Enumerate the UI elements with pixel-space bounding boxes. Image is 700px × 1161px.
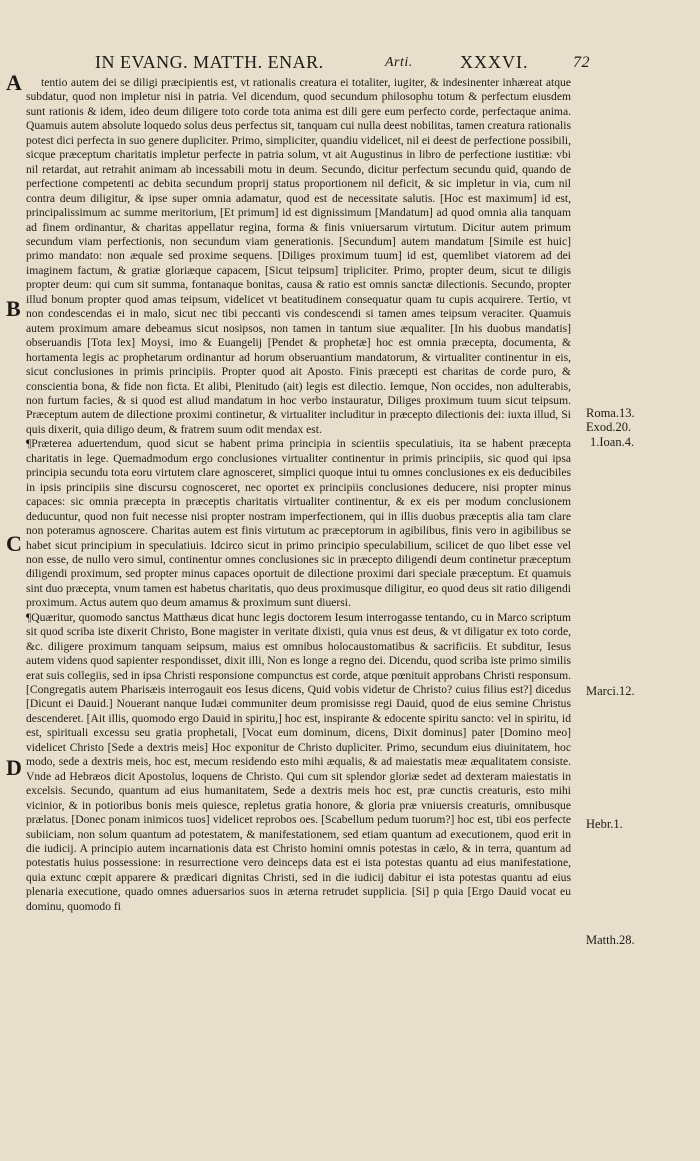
paragraph-1: tentio autem dei se diligi præcipientis est, vt rationalis creatura ei totaliter, iugiter, & indesinenter inhæreat atque subdatur, quod non impletur nisi in patria. Vel dicendum, quod secundum philosophu totum & perfectum eiusdem sunt rationis & idem, ideo deum diligere toto corde tota anima est dili gere eum perfecto corde, perfectaque anima. Quamuis autem absolute loquedo solus deus perfectus sit, tanquam cui nulla deest nobilitas, tamen creatura rationalis potest dici perfecta in suo genere dupliciter. Primo, simpliciter, quandiu videlicet, nil ei deest de perfectione possibili, sicque præceptum charitatis impletur perfecte in patria solum, vt ait Augustinus in libro de perfectione iustitiæ: vbi nil retardat, aut retrahit animam ab incessabili motu in deum. Secundo, dicitur perfectum secundu quid, quando de perfectione competenti ac debita secundum proprij status proportionem nil deficit, & sic impletur in via, cum nil contra deum diligitur, & ipse super omnia adamatur, quod est de necessitate salutis. [Hoc est maximum] id est, principalissimum ac summe meritorium, [Et primum] id est dignissimum [Mandatum] ad quod omnia alia tanquam ad finem ordinantur, & charitas appellatur regina, forma & finis vniuersarum virtutum. Dicitur autem primum secundum viam perfectionis, non secundum viam generationis. [Secundum] autem mandatum [Simile est huic] primo mandato: non æquale sed proxime sequens. [Diliges proximum tuum] id est, quemlibet viatorem ad dei imaginem factum, & gratiæ gloriæque capacem, [Sicut teipsum] tripliciter. Primo, propter deum, sicut te diligis propter deum: qui cum sit summa, fontanaque bonitas, causa & ratio est omnis sanctæ dilectionis. Secundo, propter illud bonum propter quod amas teipsum, videlicet vt beatitudinem consequatur quam tu cupis acquirere. Tertio, vt non condescendas ei in malo, sicut nec tibi peccanti vis condescendi si tamen ames teipsum veraciter. Quamuis autem proximum amare debeamus sicut nosipsos, non tamen in tantum siue æqualiter. [In his duobus mandatis] obseruandis [Tota lex] Moysi, imo & Euangelij [Pendet & prophetæ] hoc est omnia præcepta, documenta, & hortamenta legis ac prophetarum ordinantur ad horum obseruantium mandatorum, & virtualiter continentur in eis, sicut conclusiones in primis principiis. Propter quod ait Aposto. Finis præcepti est charitas de corde puro, & conscientia bona, & fide non ficta. Et alibi, Plenitudo (ait) legis est dilectio. Iemque, Non occides, non adulterabis, non furtum facies, & si quod est aliud mandatum in hoc verbo instauratur, Diliges proximum tuum sicut teipsum. Præceptum autem de dilectione proximi continetur, & virtualiter includitur in præcepto dilectionis dei: iuxta illud, Si quis dixerit, quia diligo deum, & fratrem suum odit mendax est. <box>26 76 571 436</box>
margin-ref-matth: Matth.28. <box>586 933 635 947</box>
margin-ref-exod: Exod.20. <box>586 420 632 434</box>
section-marker-a: A <box>6 70 22 95</box>
margin-ref-roma: Roma.13. <box>586 406 635 420</box>
section-marker-c: C <box>6 531 22 556</box>
section-marker-b: B <box>6 296 21 321</box>
section-label: Arti. <box>385 55 413 70</box>
paragraph-3: ¶Quæritur, quomodo sanctus Matthæus dicat hunc legis doctorem Iesum interrogasse tentando, cu in Marco scriptum sit quod scriba iste dixerit Christo, Bone magister in veritate dixisti, quia vnus est deus, & vt diligatur ex toto corde, &c. diligere proximum tanquam seipsum, maius est omnibus holocaustomatibus & sacrificiis. Et subditur, Iesus autem videns quod sapienter respondisset, dixit illi, Non es longe a regno dei. Dicendu, quod scriba iste primo similis erat suis collegiis, sed in ipsa Christi responsione compunctus est corde, atque pœnituit approbans Christi responsum. [Congregatis autem Pharisæis interrogauit eos Iesus dicens, Quid vobis videtur de Christo? cuius filius est?] dicedus [Dicunt ei Dauid.] Nouerant nanque Iudæi communiter deum promisisse regi Dauid, quod de eius semine Christus descenderet. [Ait illis, quomodo ergo Dauid in spiritu,] hoc est, inspirante & edocente spiritu sancto: vel in spiritu, id est, spirituali excessu seu gratia prophetali, [Vocat eum dominum, dicens, Dixit dominus] pater [Domino meo] videlicet Christo [Sede a dextris meis] Hoc exponitur de Christo dupliciter. Primo, secundum eius diuinitatem, hoc modo, sede a dextris meis, hoc est, mecum residendo esto mihi æqualis, & ad maiestatis meæ æqualitatem consiste. Vnde ad Hebræos dicit Apostolus, loquens de Christo. Qui cum sit splendor gloriæ sedet ad dexteram maiestatis in excelsis. Secundo, quantum ad eius humanitatem, Sede a dextris meis hoc est, præ cunctis creaturis, esto mihi vicinior, & in potioribus bonis meis quiesce, repletus gratia honore, & gloria præ vniuersis creaturis, omnibusque prælatus. [Donec ponam inimicos tuos] videlicet reprobos oes. [Scabellum pedum tuorum?] hoc est, tibi eos perfecte subiiciam, non solum quantum ad potestatem, & manifestationem, sed etiam quantum ad executionem, quod erit in die iudicij. A principio autem incarnationis data est Christo homini omnis potestas in cælo, & in terra, quantum ad potestatis huius possessione: in resurrectione vero deinceps data est ei ista potestas quantu ad eius manifestatione, quia extunc cœpit apparere & prædicari dignitas Christi, sed in die iudicij dabitur ei ista potestas quantu ad eius plenaria executione, quado omnes aduersarios suos in æterna retrudet supplicia. [Si] p quia [Ergo Dauid vocat eu dominu, quomodo fi <box>26 610 571 913</box>
section-marker-d: D <box>6 755 22 780</box>
margin-ref-marci: Marci.12. <box>586 684 635 698</box>
page-number: 72 <box>573 54 590 71</box>
running-title: IN EVANG. MATTH. ENAR. <box>95 52 324 72</box>
paragraph-2: ¶Præterea aduertendum, quod sicut se habent prima principia in scientiis speculatiuis, ita se habent præcepta charitatis in lege. Quemadmodum ergo conclusiones virtualiter continentur in primis principiis, sic quod qui ipsa principia secundu tota eoru virtutem clare agnosceret, simplici quoque intui tu omnes conclusiones ex eis deducibiles in ipsis principiis sine discursu cognosceret, nec oportet ex principiis conclusiones deducere, nisi propter minus capaces: sic omnia præcepta in præceptis charitatis virtualiter continentur, & ex eis per modum conclusionem deducuntur, quod non fuit necesse nisi propter nostram imperfectionem, qui in illis duobus præceptis alia tam clare non poteramus agnoscere. Charitas autem est finis virtutum ac præceptorum in agibilibus, finis vero in agibilibus se habet sicut principium in speculatiuis. Idcirco sicut in primo principio speculabilium, scilicet de quo libet esse vel non esse, de nullo vero simul, continentur omnes conclusiones sic in præcepto diligendi deum continetur præceptum diligendi proximum, sed propter minus capaces oportuit de dilectione proximi dari speciale præceptum. Et quamuis sint duo præcepta, vnum tamen est habetus charitatis, quo deus proximusque diligitur, eo quod deus sit ratio diligendi proximum. Actus autem quo deum amamus & proximum sunt diuersi. <box>26 437 571 610</box>
folio-number: XXXVI. <box>460 52 529 72</box>
main-text <box>26 76 571 914</box>
margin-ref-ioan: 1.Ioan.4. <box>590 435 635 449</box>
running-header <box>95 52 590 78</box>
margin-ref-hebr: Hebr.1. <box>586 817 623 831</box>
